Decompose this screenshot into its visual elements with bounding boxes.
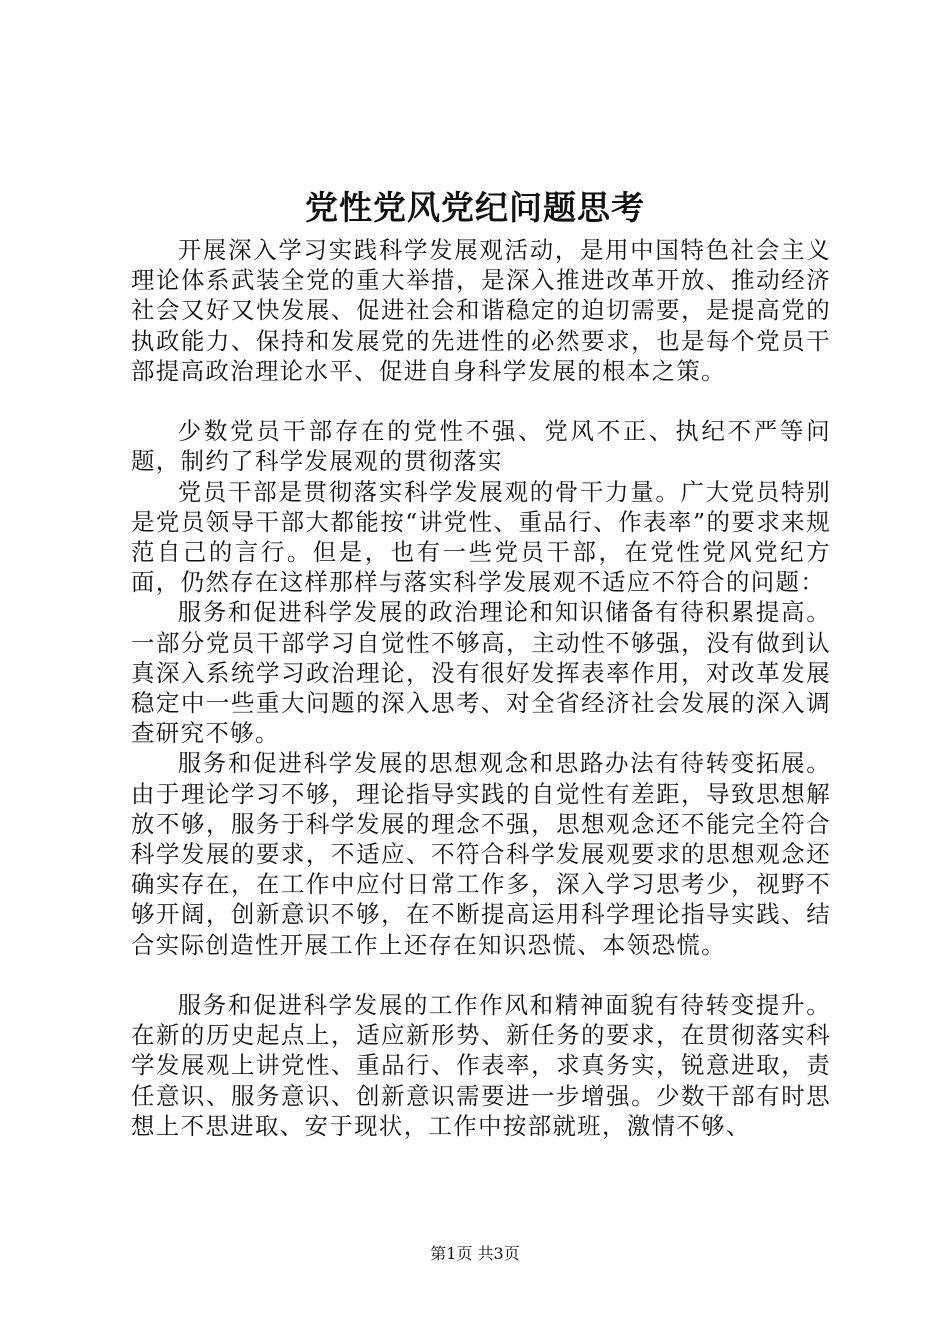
paragraph-backbone: 党员干部是贯彻落实科学发展观的骨干力量。广大党员特别是党员领导干部大都能按“讲党性、重品行、作表率”的要求来规范自己的言行。但是，也有一些党员干部，在党性党风党纪方面，仍然存在这样那样与落实科学发展观不适应不符合的问题： (131, 477, 831, 597)
page-footer: 第1页 共3页 (430, 1244, 520, 1263)
paragraph-thinking: 服务和促进科学发展的思想观念和思路办法有待转变拓展。由于理论学习不够，理论指导实践的自觉性有差距，导致思想解放不够，服务于科学发展的理念不强，思想观念还不能完全符合科学发展的要求，不适应、不符合科学发展观要求的思想观念还确实存在，在工作中应付日常工作多，深入学习思考少，视野不够开阔，创新意识不够，在不断提高运用科学理论指导实践、结合实际创造性开展工作上还存在知识恐慌、本领恐慌。 (131, 749, 831, 959)
paragraph-intro: 开展深入学习实践科学发展观活动，是用中国特色社会主义理论体系武装全党的重大举措，是深入推进改革开放、推动经济社会又好又快发展、促进社会和谐稳定的迫切需要，是提高党的执政能力、保持和发展党的先进性的必然要求，也是每个党员干部提高政治理论水平、促进自身科学发展的根本之策。 (131, 236, 831, 385)
paragraph-theory: 服务和促进科学发展的政治理论和知识储备有待积累提高。一部分党员干部学习自觉性不够高，主动性不够强，没有做到认真深入系统学习政治理论，没有很好发挥表率作用，对改革发展稳定中一些重大问题的深入思考、对全省经济社会发展的深入调查研究不够。 (131, 598, 831, 748)
paragraph-problem-heading: 少数党员干部存在的党性不强、党风不正、执纪不严等问题，制约了科学发展观的贯彻落实 (131, 417, 831, 476)
document-title: 党性党风党纪问题思考 (305, 188, 645, 227)
paragraph-work-style: 服务和促进科学发展的工作作风和精神面貌有待转变提升。在新的历史起点上，适应新形势、新任务的要求，在贯彻落实科学发展观上讲党性、重品行、作表率，求真务实，锐意进取，责任意识、服务意识、创新意识需要进一步增强。少数干部有时思想上不思进取、安于现状，工作中按部就班，激情不够、 (131, 991, 831, 1140)
document-body (131, 235, 831, 1141)
